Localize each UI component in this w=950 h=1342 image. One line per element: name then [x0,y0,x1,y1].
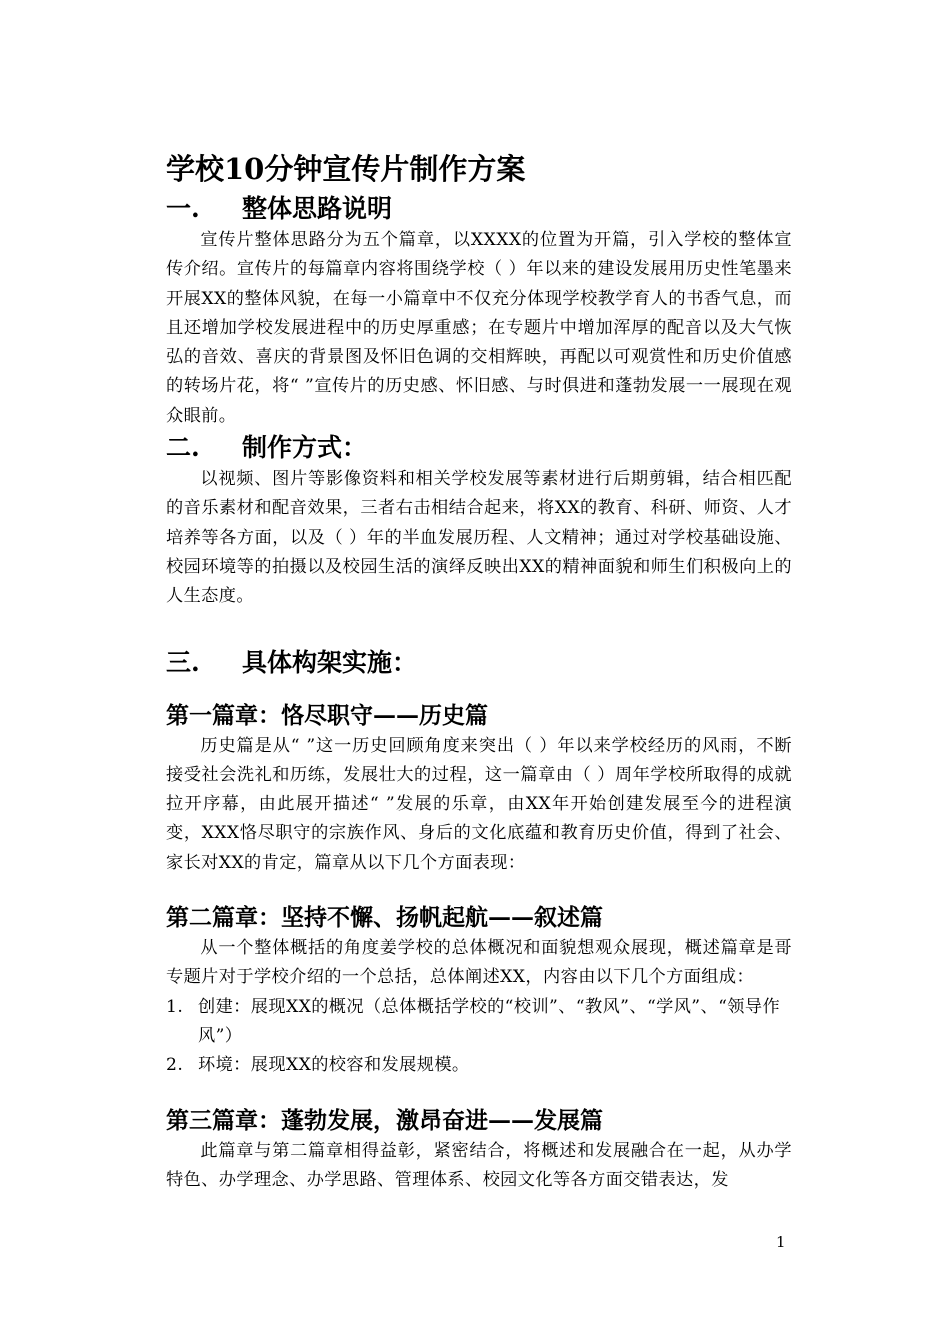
section-3-title: 具体构架实施： [242,647,418,677]
chapter-1-heading: 第一篇章：恪尽职守——历史篇 [166,701,488,729]
chapter-2-list [166,993,792,1081]
list-item-number: 2. [166,1055,184,1076]
chapter-1-body: 历史篇是从“ ”这一历史回顾角度来突出（ ）年以来学校经历的风雨，不断接受社会洗礼和历练，发展壮大的过程，这一篇章由（ ）周年学校所取得的成就拉开序幕，由此展开描述“ ”发展的乐章，由XX年开始创建发展至今的进程演变，XXX恪尽职守的宗族作风、身后的文化底蕴和教育历史价值，得到了社会、家长对XX的肯定，篇章从以下几个方面表现： [166,735,792,873]
section-2-number: 二. [166,433,200,463]
document-title: 学校10分钟宣传片制作方案 [166,152,526,186]
section-1-number: 一. [166,194,200,223]
list-item-text: 创建：展现XX的概况（总体概括学校的“校训”、“教风”、“学风”、“领导作风”） [198,996,781,1046]
section-1-title: 整体思路说明 [242,194,393,223]
section-2-heading [166,431,792,465]
list-item [166,1051,792,1080]
chapter-3-heading: 第三篇章：蓬勃发展，激昂奋进——发展篇 [166,1106,603,1134]
list-item-number: 1. [166,996,184,1017]
section-2-title: 制作方式： [242,433,368,463]
chapter-2-heading: 第二篇章：坚持不懈、扬帆起航——叙述篇 [166,904,603,932]
chapter-3-body: 此篇章与第二篇章相得益彰，紧密结合，将概述和发展融合在一起，从办学特色、办学理念、办学思路、管理体系、校园文化等各方面交错表达，发 [166,1140,792,1190]
document-content [166,148,792,1195]
section-2-body: 以视频、图片等影像资料和相关学校发展等素材进行后期剪辑，结合相匹配的音乐素材和配音效果，三者右击相结合起来，将XX的教育、科研、师资、人才培养等各方面，以及（ ）年的半血发展历程、人文精神；通过对学校基础设施、校园环境等的拍摄以及校园生活的演绎反映出XX的精神面貌和师生们积极向上的人生态度。 [166,469,792,607]
section-1-heading [166,192,792,226]
list-item [166,993,792,1052]
page-number: 1 [776,1233,786,1251]
chapter-2-body: 从一个整体概括的角度姜学校的总体概况和面貌想观众展现，概述篇章是哥专题片对于学校介绍的一个总括，总体阐述XX，内容由以下几个方面组成： [166,938,792,988]
list-item-text: 环境：展现XX的校容和发展规模。 [198,1055,470,1076]
section-1-body: 宣传片整体思路分为五个篇章，以XXXX的位置为开篇，引入学校的整体宣传介绍。宣传片的每篇章内容将围绕学校（ ）年以来的建设发展用历史性笔墨来开展XX的整体风貌，在每一小篇章中不仅充分体现学校教学育人的书香气息，而且还增加学校发展进程中的历史厚重感；在专题片中增加浑厚的配音以及大气恢弘的音效、喜庆的背景图及怀旧色调的交相辉映，再配以可观赏性和历史价值感的转场片花，将“ ”宣传片的历史感、怀旧感、与时俱进和蓬勃发展一一展现在观众眼前。 [166,230,792,426]
section-3-heading [166,646,792,680]
section-3-number: 三. [166,647,200,677]
